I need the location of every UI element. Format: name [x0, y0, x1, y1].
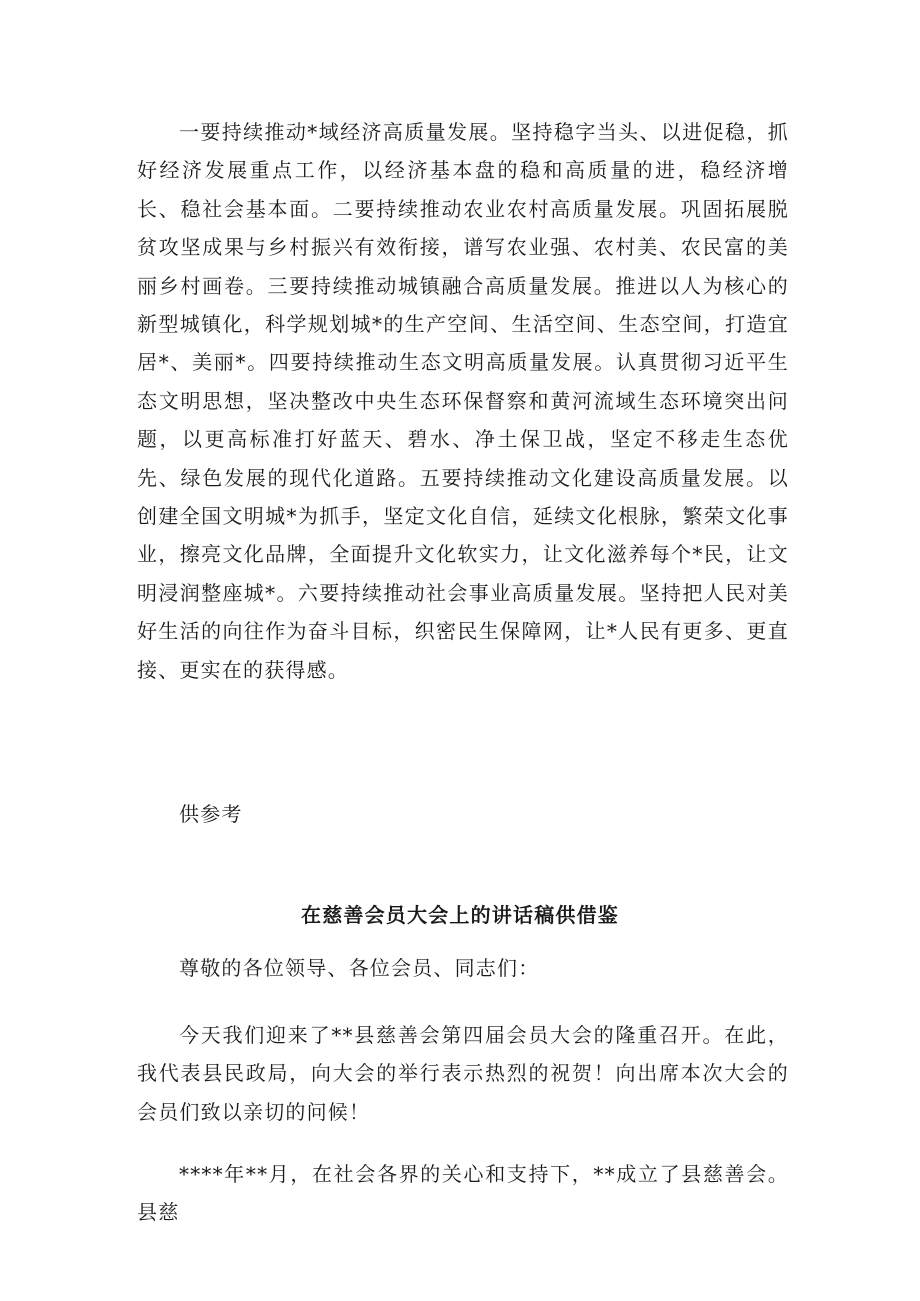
speech-title: 在慈善会员大会上的讲话稿供借鉴 [301, 903, 619, 927]
paragraph-congratulations: 今天我们迎来了**县慈善会第四届会员大会的隆重召开。在此，我代表县民政局，向大会的举行表示热烈的祝贺！向出席本次大会的会员们致以亲切的问候！ [137, 1023, 789, 1124]
salutation: 尊敬的各位领导、各位会员、同志们： [179, 956, 540, 980]
paragraph-development-goals: 一要持续推动*域经济高质量发展。坚持稳字当头、以进促稳，抓好经济发展重点工作，以经济基本盘的稳和高质量的进，稳经济增长、稳社会基本面。二要持续推动农业农村高质量发展。巩固拓展脱贫攻坚成果与乡村振兴有效衔接，谱写农业强、农村美、农民富的美丽乡村画卷。三要持续推动城镇融合高质量发展。推进以人为核心的新型城镇化，科学规划城*的生产空间、生活空间、生态空间，打造宜居*、美丽*。四要持续推动生态文明高质量发展。认真贯彻习近平生态文明思想，坚决整改中央生态环保督察和黄河流域生态环境突出问题，以更高标准打好蓝天、碧水、净土保卫战，坚定不移走生态优先、绿色发展的现代化道路。五要持续推动文化建设高质量发展。以创建全国文明城*为抓手，坚定文化自信，延续文化根脉，繁荣文化事业，擦亮文化品牌，全面提升文化软实力，让文化滋养每个*民，让文明浸润整座城*。六要持续推动社会事业高质量发展。坚持把人民对美好生活的向往作为奋斗目标，织密民生保障网，让*人民有更多、更直接、更实在的获得感。 [137, 120, 789, 682]
paragraph-founding: ****年**月，在社会各界的关心和支持下，**成立了县慈善会。县慈 [137, 1162, 789, 1225]
paragraph-for-reference: 供参考 [179, 802, 243, 826]
